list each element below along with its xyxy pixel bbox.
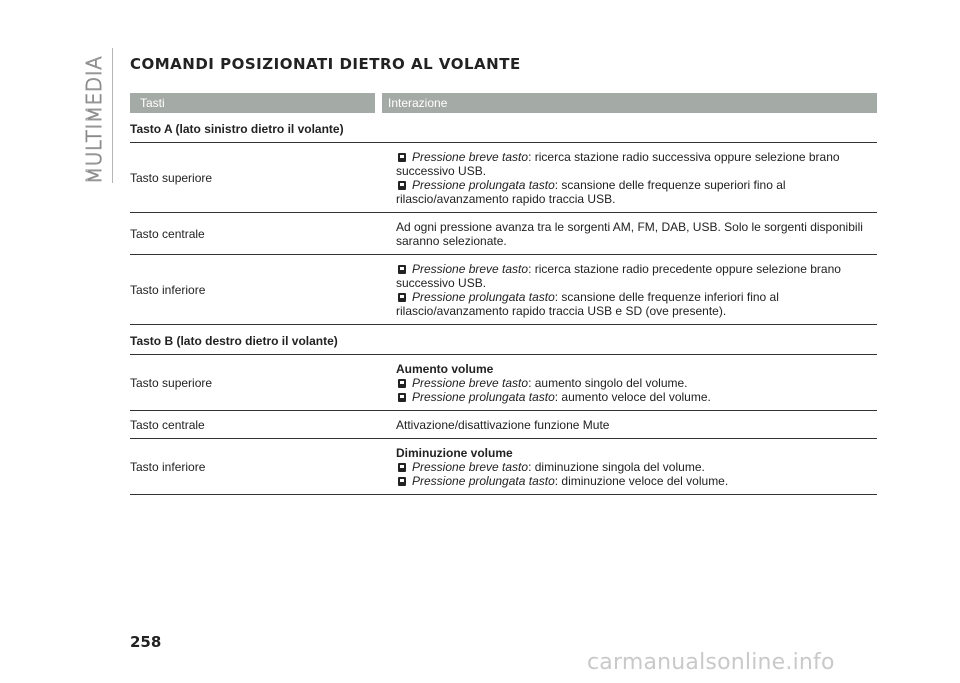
interaction-text: : aumento veloce del volume. bbox=[554, 390, 711, 404]
steering-key-icon bbox=[398, 393, 406, 402]
controls-table bbox=[130, 93, 877, 495]
steering-key-icon bbox=[398, 463, 406, 472]
interaction-text: : aumento singolo del volume. bbox=[528, 376, 688, 390]
table-header bbox=[130, 93, 877, 113]
header-keys: Tasti bbox=[130, 93, 382, 113]
interaction-text: : ricerca stazione radio successiva oppure selezione brano successivo USB. bbox=[396, 150, 840, 178]
interaction-text: : scansione delle frequenze superiori fino al rilascio/avanzamento rapido traccia USB. bbox=[396, 178, 786, 206]
interaction-text: : diminuzione singola del volume. bbox=[528, 460, 705, 474]
press-type: Pressione breve tasto bbox=[412, 460, 529, 474]
interaction-line bbox=[396, 290, 877, 318]
press-type: Pressione prolungata tasto bbox=[412, 178, 555, 192]
steering-key-icon bbox=[398, 265, 406, 274]
interaction-line bbox=[396, 220, 877, 248]
key-name: Tasto centrale bbox=[130, 226, 205, 241]
steering-key-icon bbox=[398, 153, 406, 162]
interaction-line bbox=[396, 460, 877, 474]
table-row bbox=[130, 213, 877, 255]
steering-key-icon bbox=[398, 181, 406, 190]
interaction-line bbox=[396, 474, 877, 488]
page-number: 258 bbox=[130, 633, 162, 651]
interaction-line bbox=[396, 178, 877, 206]
interaction-line bbox=[396, 150, 877, 178]
press-type: Pressione prolungata tasto bbox=[412, 474, 555, 488]
table-body bbox=[130, 113, 877, 495]
interaction-text: : diminuzione veloce del volume. bbox=[554, 474, 729, 488]
steering-key-icon bbox=[398, 379, 406, 388]
interaction-cell bbox=[396, 411, 877, 438]
press-type: Pressione prolungata tasto bbox=[412, 390, 555, 404]
watermark: carmanualsonline.info bbox=[587, 650, 835, 675]
interaction-cell bbox=[396, 143, 877, 212]
interaction-text: : ricerca stazione radio precedente oppure selezione brano successivo USB. bbox=[396, 262, 841, 290]
key-name: Tasto inferiore bbox=[130, 459, 206, 474]
key-name: Tasto superiore bbox=[130, 170, 213, 185]
interaction-line bbox=[396, 390, 877, 404]
interaction-line bbox=[396, 262, 877, 290]
interaction-text: : scansione delle frequenze inferiori fino al rilascio/avanzamento rapido traccia USB e SD (ove presente). bbox=[396, 290, 779, 318]
table-row bbox=[130, 355, 877, 411]
key-name: Tasto superiore bbox=[130, 375, 213, 390]
section-title: Tasto B (lato destro dietro il volante) bbox=[130, 325, 877, 355]
key-name: Tasto centrale bbox=[130, 417, 205, 432]
press-type: Pressione breve tasto bbox=[412, 262, 529, 276]
side-divider bbox=[112, 48, 113, 183]
steering-key-icon bbox=[398, 477, 406, 486]
press-type: Pressione breve tasto bbox=[412, 150, 529, 164]
key-name: Tasto inferiore bbox=[130, 282, 206, 297]
interaction-heading: Aumento volume bbox=[396, 362, 494, 376]
steering-key-icon bbox=[398, 293, 406, 302]
table-row bbox=[130, 255, 877, 325]
press-type: Pressione prolungata tasto bbox=[412, 290, 555, 304]
interaction-cell bbox=[396, 213, 877, 254]
interaction-line bbox=[396, 376, 877, 390]
table-row bbox=[130, 439, 877, 495]
interaction-cell bbox=[396, 255, 877, 324]
interaction-line bbox=[396, 418, 877, 432]
interaction-cell bbox=[396, 355, 877, 410]
table-row bbox=[130, 411, 877, 439]
press-type: Pressione breve tasto bbox=[412, 376, 529, 390]
interaction-heading: Diminuzione volume bbox=[396, 446, 513, 460]
section-title: Tasto A (lato sinistro dietro il volante) bbox=[130, 113, 877, 143]
header-interaction: Interazione bbox=[388, 96, 448, 110]
page-title: COMANDI POSIZIONATI DIETRO AL VOLANTE bbox=[130, 55, 521, 73]
section-side-title: MULTIMEDIA bbox=[82, 55, 106, 184]
interaction-cell bbox=[396, 439, 877, 494]
interaction-text: Ad ogni pressione avanza tra le sorgenti AM, FM, DAB, USB. Solo le sorgenti disponibili saranno selezionate. bbox=[396, 220, 863, 248]
table-row bbox=[130, 143, 877, 213]
interaction-text: Attivazione/disattivazione funzione Mute bbox=[396, 418, 610, 432]
